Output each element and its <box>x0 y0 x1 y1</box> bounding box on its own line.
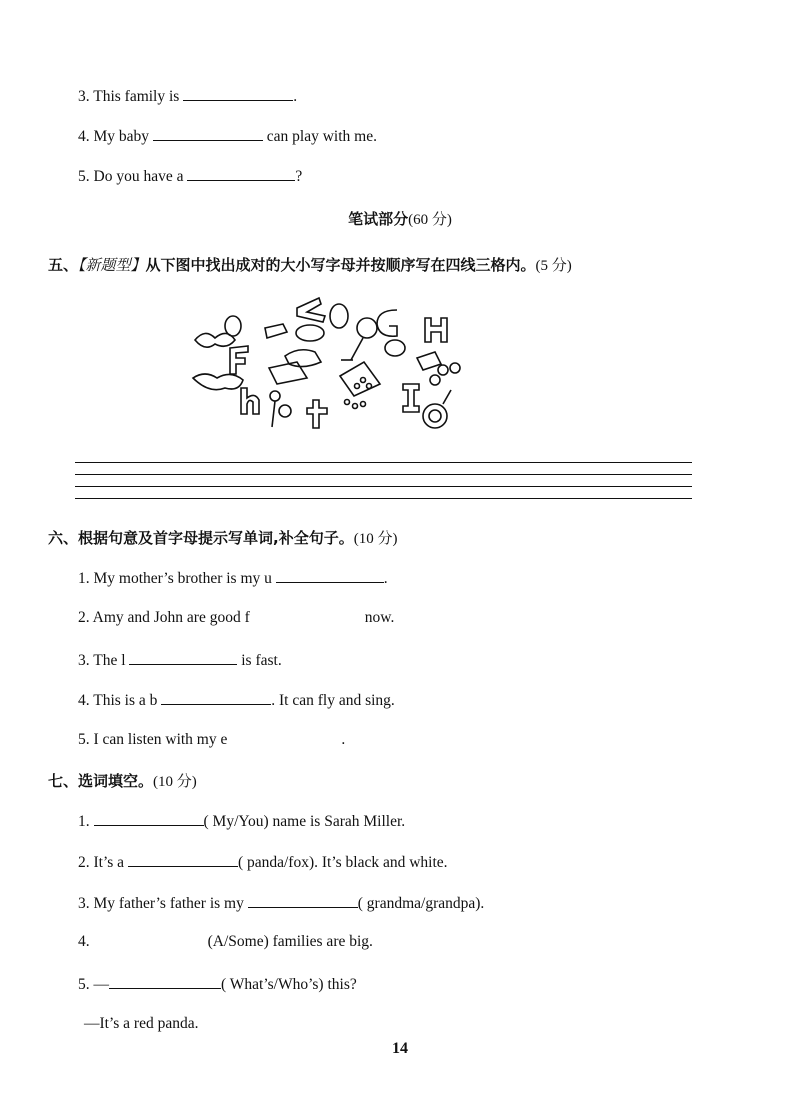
letter-e-icon <box>385 340 405 356</box>
section-5-heading: 五、【新题型】从下图中找出成对的大小写字母并按顺序写在四线三格内。(5 分) <box>48 256 572 274</box>
section-7-item-5: 5. — ( What’s/Who’s) this? <box>78 976 357 993</box>
letter-t-icon <box>307 400 327 428</box>
answer-blank[interactable] <box>153 126 263 141</box>
writing-lines[interactable] <box>75 462 692 502</box>
letters-illustration <box>185 288 485 438</box>
answer-blank[interactable] <box>248 893 358 908</box>
answer-blank[interactable] <box>187 166 295 181</box>
letter-capital-h-icon <box>425 318 447 342</box>
letter-h-icon <box>241 388 259 414</box>
section-7-item-3: 3. My father’s father is my ( grandma/grandpa). <box>78 895 485 912</box>
answer-blank[interactable] <box>109 974 221 989</box>
section-7-item-1: 1. ( My/You) name is Sarah Miller. <box>78 813 406 830</box>
answer-blank[interactable] <box>94 811 204 826</box>
answer-blank[interactable] <box>128 852 238 867</box>
section-6-item-1: 1. My mother’s brother is my u . <box>78 570 388 587</box>
section-7-item-2: 2. It’s a ( panda/fox). It’s black and white. <box>78 854 448 871</box>
sweet-icon <box>193 374 243 390</box>
answer-blank[interactable] <box>129 650 237 665</box>
question-5: 5. Do you have a ? <box>78 168 303 185</box>
section-7-item-5-answer: —It’s a red panda. <box>84 1015 199 1032</box>
letter-capital-g-icon <box>377 310 397 336</box>
answer-blank[interactable] <box>161 690 271 705</box>
page-number: 14 <box>392 1040 408 1057</box>
letter-capital-i-icon <box>403 384 419 412</box>
letter-z-icon <box>297 298 325 322</box>
letter-g-icon <box>330 304 348 328</box>
question-4: 4. My baby can play with me. <box>78 128 377 145</box>
lollipop-icon <box>423 404 447 428</box>
box-icon <box>269 362 307 384</box>
section-6-heading: 六、根据句意及首字母提示写单词,补全句子。(10 分) <box>48 529 398 547</box>
section-6-item-4: 4. This is a b . It can fly and sing. <box>78 692 395 709</box>
section-7-heading: 七、选词填空。(10 分) <box>48 772 197 790</box>
section-6-item-2: 2. Amy and John are good f now. <box>78 609 395 626</box>
section-6-item-3: 3. The l is fast. <box>78 652 282 669</box>
answer-blank[interactable] <box>276 568 384 583</box>
section-7-item-4: 4. (A/Some) families are big. <box>78 933 373 950</box>
answer-blank[interactable] <box>183 86 293 101</box>
written-part-title: 笔试部分(60 分) <box>348 210 452 228</box>
question-3: 3. This family is . <box>78 88 298 105</box>
letter-f-icon <box>230 346 248 374</box>
section-6-item-5: 5. I can listen with my e . <box>78 731 346 748</box>
